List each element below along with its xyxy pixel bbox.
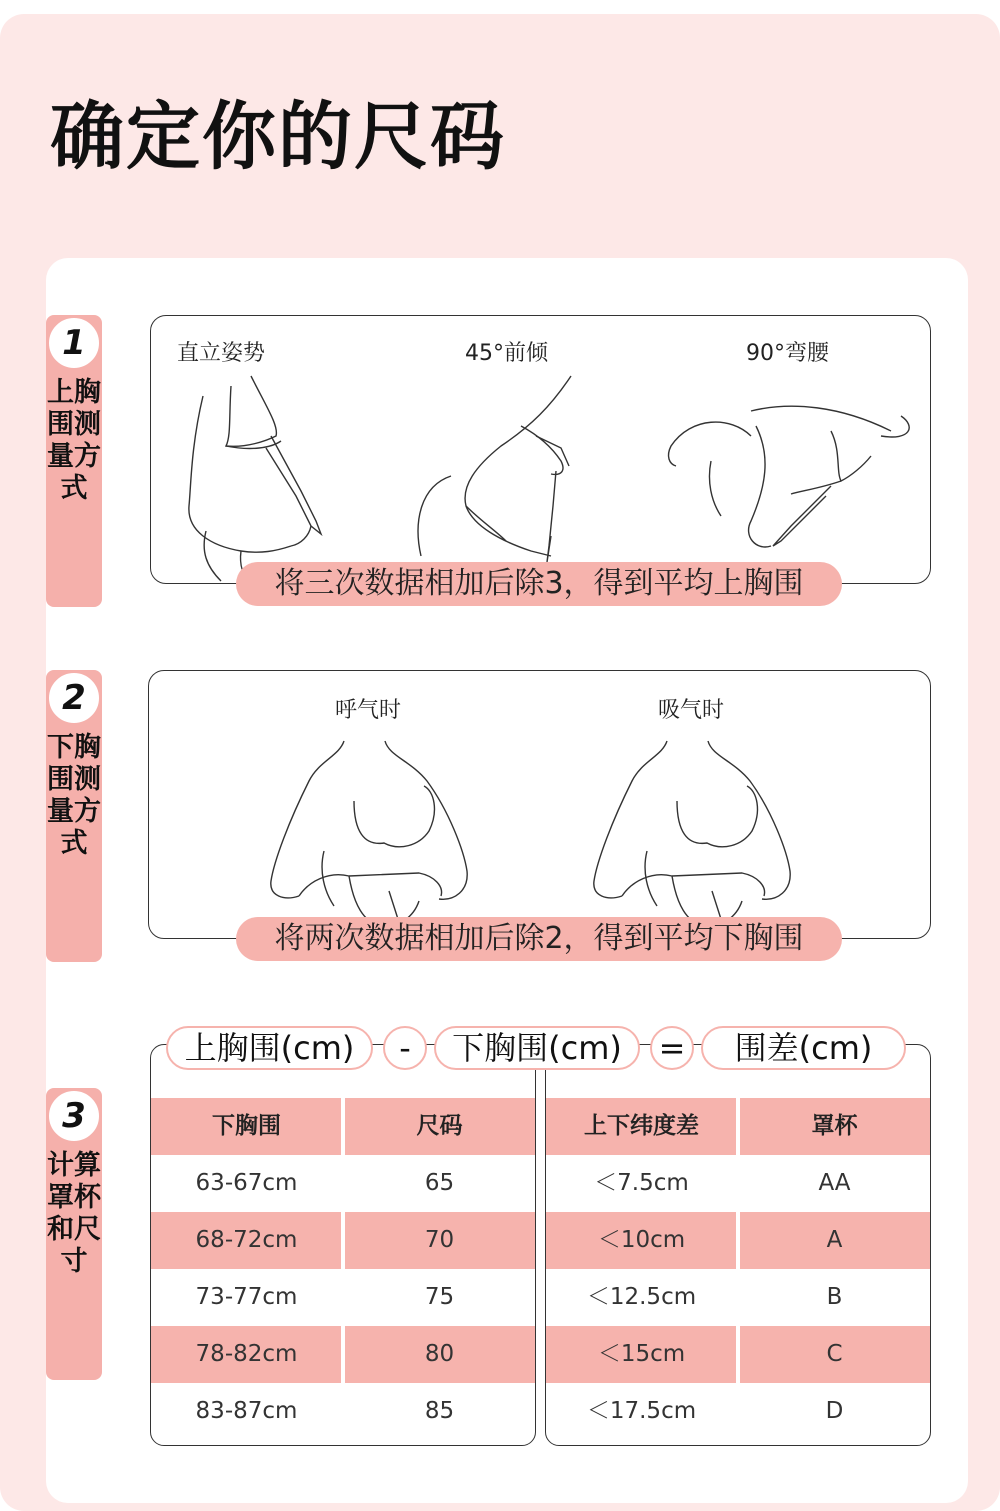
size-table-header xyxy=(151,1098,535,1155)
step-3-tab xyxy=(46,1088,102,1380)
formula-difference: 围差(cm) xyxy=(701,1026,906,1070)
step-1-tab xyxy=(46,315,102,607)
cup-table-header xyxy=(546,1098,930,1155)
cup-value: AA xyxy=(818,1170,851,1196)
table-row xyxy=(546,1155,930,1212)
caption-standing: 直立姿势 xyxy=(177,341,266,366)
cup-value: A xyxy=(826,1227,843,1253)
step-1-label: 上胸围测量方式 xyxy=(47,377,101,504)
underbust-value: 68-72cm xyxy=(195,1227,298,1253)
table-row xyxy=(151,1212,535,1269)
difference-value: ＜7.5cm xyxy=(594,1170,689,1196)
size-value: 70 xyxy=(424,1227,455,1253)
formula-under-bust: 下胸围(cm) xyxy=(434,1026,640,1070)
header-underbust: 下胸围 xyxy=(212,1113,281,1139)
cup-value: C xyxy=(826,1341,843,1367)
step-1-number: 1 xyxy=(46,315,102,371)
cup-value: D xyxy=(825,1398,844,1424)
page-title: 确定你的尺码 xyxy=(50,94,506,180)
cup-value: B xyxy=(826,1284,843,1310)
step-3-label: 计算罩杯和尺寸 xyxy=(47,1150,101,1277)
upper-bust-illustration-box xyxy=(150,315,931,584)
step-2-number: 2 xyxy=(46,670,102,726)
formula-equals: = xyxy=(650,1026,694,1070)
header-difference: 上下纬度差 xyxy=(584,1113,699,1139)
table-row xyxy=(151,1326,535,1383)
difference-value: ＜10cm xyxy=(597,1227,686,1253)
difference-value: ＜12.5cm xyxy=(586,1284,697,1310)
size-value: 85 xyxy=(424,1398,455,1424)
upper-bust-instruction: 将三次数据相加后除3，得到平均上胸围 xyxy=(236,562,842,606)
table-row xyxy=(546,1212,930,1269)
under-bust-instruction: 将两次数据相加后除2，得到平均下胸围 xyxy=(236,917,842,961)
difference-value: ＜17.5cm xyxy=(586,1398,697,1424)
caption-inhale: 吸气时 xyxy=(658,698,725,723)
step-2-label: 下胸围测量方式 xyxy=(47,732,101,859)
size-value: 65 xyxy=(424,1170,455,1196)
formula-upper-bust: 上胸围(cm) xyxy=(166,1026,373,1070)
underbust-value: 63-67cm xyxy=(195,1170,298,1196)
upper-bust-figures xyxy=(151,356,930,596)
table-row xyxy=(151,1269,535,1326)
table-row xyxy=(546,1269,930,1326)
underbust-value: 78-82cm xyxy=(195,1341,298,1367)
size-value: 75 xyxy=(424,1284,455,1310)
size-table xyxy=(150,1044,536,1446)
table-row xyxy=(546,1383,930,1440)
cup-table xyxy=(545,1044,931,1446)
step-2-tab xyxy=(46,670,102,962)
caption-exhale: 呼气时 xyxy=(335,698,402,723)
formula-minus: - xyxy=(383,1026,427,1070)
table-row xyxy=(151,1155,535,1212)
difference-value: ＜15cm xyxy=(597,1341,686,1367)
table-row xyxy=(546,1326,930,1383)
size-value: 80 xyxy=(424,1341,455,1367)
under-bust-illustration-box xyxy=(148,670,931,939)
header-cup: 罩杯 xyxy=(811,1113,858,1139)
step-3-number: 3 xyxy=(46,1088,102,1144)
underbust-value: 73-77cm xyxy=(195,1284,298,1310)
header-size: 尺码 xyxy=(416,1113,463,1139)
caption-bend-90: 90°弯腰 xyxy=(746,341,829,366)
underbust-value: 83-87cm xyxy=(195,1398,298,1424)
caption-lean-45: 45°前倾 xyxy=(465,341,548,366)
table-row xyxy=(151,1383,535,1440)
